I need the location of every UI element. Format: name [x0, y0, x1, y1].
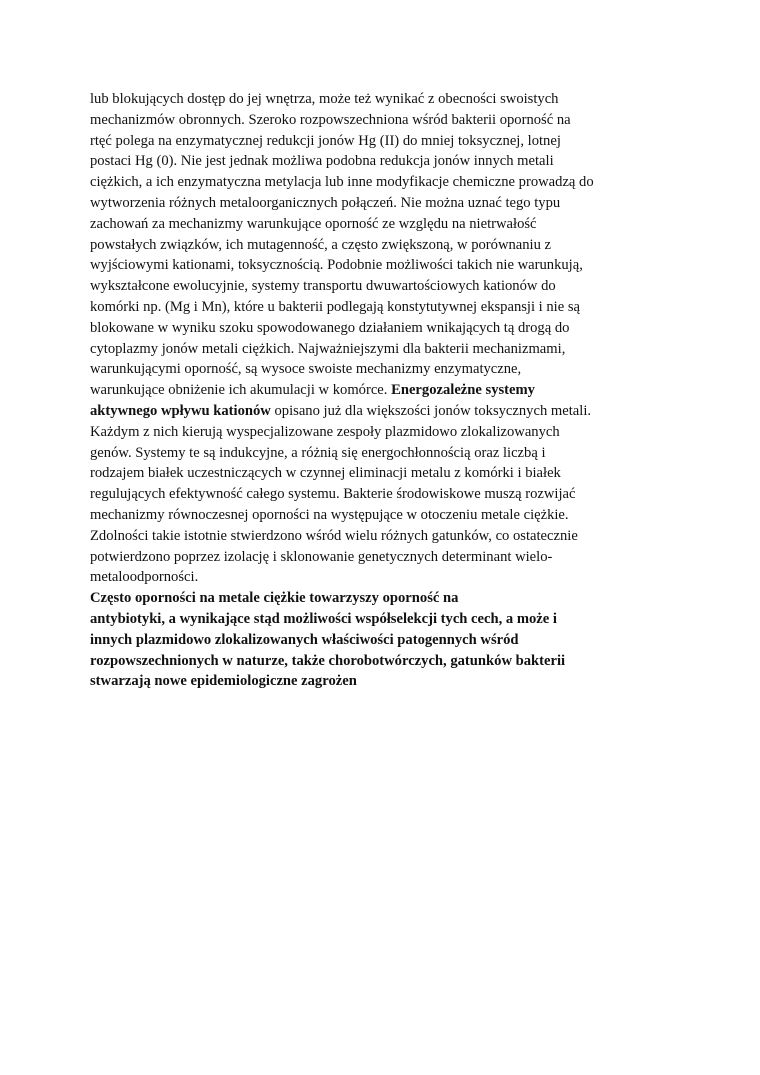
text-line — [90, 359, 710, 380]
text-run: regulujących efektywność całego systemu. Bakterie środowiskowe muszą rozwijać — [90, 486, 576, 503]
bold-text-run: innych plazmidowo zlokalizowanych właściwości patogennych wśród — [90, 631, 519, 648]
text-line — [90, 339, 710, 360]
text-run: wykształcone ewolucyjnie, systemy transportu dwuwartościowych kationów do — [90, 278, 556, 295]
bold-text-run: Często oporności na metale ciężkie towarzyszy oporność na — [90, 590, 459, 607]
bold-text-run: Energozależne systemy — [391, 382, 535, 399]
text-line — [90, 401, 710, 422]
text-run: mechanizmy równoczesnej oporności na występujące w otoczeniu metale ciężkie. — [90, 506, 569, 523]
text-line — [90, 172, 710, 193]
text-line — [90, 547, 710, 568]
text-line — [90, 484, 710, 505]
text-run: wyjściowymi kationami, toksycznością. Podobnie możliwości takich nie warunkują, — [90, 257, 583, 274]
text-line — [90, 651, 710, 672]
text-line — [90, 276, 710, 297]
text-run: mechanizmów obronnych. Szeroko rozpowszechniona wśród bakterii oporność na — [90, 111, 571, 128]
text-run: warunkującymi oporność, są wysoce swoiste mechanizmy enzymatyczne, — [90, 361, 522, 378]
text-run: ciężkich, a ich enzymatyczna metylacja lub inne modyfikacje chemiczne prowadzą do — [90, 174, 594, 191]
text-line — [90, 318, 710, 339]
text-line — [90, 443, 710, 464]
text-run: warunkujące obniżenie ich akumulacji w komórce. — [90, 382, 392, 399]
text-line — [90, 131, 710, 152]
text-run: rtęć polega na enzymatycznej redukcji jonów Hg (II) do mniej toksycznej, lotnej — [90, 132, 561, 149]
text-run: wytworzenia różnych metaloorganicznych połączeń. Nie można uznać tego typu — [90, 194, 561, 211]
text-line — [90, 526, 710, 547]
bold-text-run: aktywnego wpływu kationów — [90, 402, 271, 419]
text-run: komórki np. (Mg i Mn), które u bakterii podlegają konstytutywnej ekspansji i nie są — [90, 298, 581, 315]
text-line — [90, 567, 710, 588]
text-run: genów. Systemy te są indukcyjne, a różnią się energochłonnością oraz liczbą i — [90, 444, 546, 461]
text-line — [90, 151, 710, 172]
text-line — [90, 110, 710, 131]
text-line — [90, 588, 710, 609]
text-run: Zdolności takie istotnie stwierdzono wśród wielu różnych gatunków, co ostatecznie — [90, 527, 578, 544]
text-run: lub blokujących dostęp do jej wnętrza, może też wynikać z obecności swoistych — [90, 91, 559, 107]
text-line — [90, 89, 710, 110]
text-line — [90, 609, 710, 630]
text-run: opisano już dla większości jonów toksycznych metali. — [270, 402, 592, 419]
text-run: powstałych związków, ich mutagenność, a często zwiększoną, w porównaniu z — [90, 236, 552, 253]
text-run: cytoplazmy jonów metali ciężkich. Najważniejszymi dla bakterii mechanizmami, — [90, 340, 566, 357]
text-line — [90, 297, 710, 318]
text-run: blokowane w wyniku szoku spowodowanego działaniem wnikających tą drogą do — [90, 319, 570, 336]
bold-text-run: antybiotyki, a wynikające stąd możliwości współselekcji tych cech, a może i — [90, 610, 557, 627]
text-line — [90, 630, 710, 651]
bold-text-run: rozpowszechnionych w naturze, także chorobotwórczych, gatunków bakterii — [90, 652, 566, 669]
text-run: potwierdzono poprzez izolację i sklonowanie genetycznych determinant wielo- — [90, 548, 553, 565]
text-line — [90, 380, 710, 401]
text-line — [90, 255, 710, 276]
text-line — [90, 214, 710, 235]
text-line — [90, 463, 710, 484]
text-line — [90, 505, 710, 526]
text-run: zachowań za mechanizmy warunkujące oporność ze względu na nietrwałość — [90, 215, 537, 232]
text-run: Każdym z nich kierują wyspecjalizowane zespoły plazmidowo zlokalizowanych — [90, 423, 560, 440]
text-run: rodzajem białek uczestniczących w czynnej eliminacji metalu z komórki i białek — [90, 465, 561, 482]
text-run: postaci Hg (0). Nie jest jednak możliwa podobna redukcja jonów innych metali — [90, 153, 554, 170]
text-line — [90, 193, 710, 214]
text-run: metaloodporności. — [90, 569, 199, 586]
text-line — [90, 235, 710, 256]
text-line — [90, 671, 710, 692]
text-line — [90, 422, 710, 443]
document-body-text — [90, 89, 710, 692]
bold-text-run: stwarzają nowe epidemiologiczne zagrożen — [90, 673, 357, 690]
